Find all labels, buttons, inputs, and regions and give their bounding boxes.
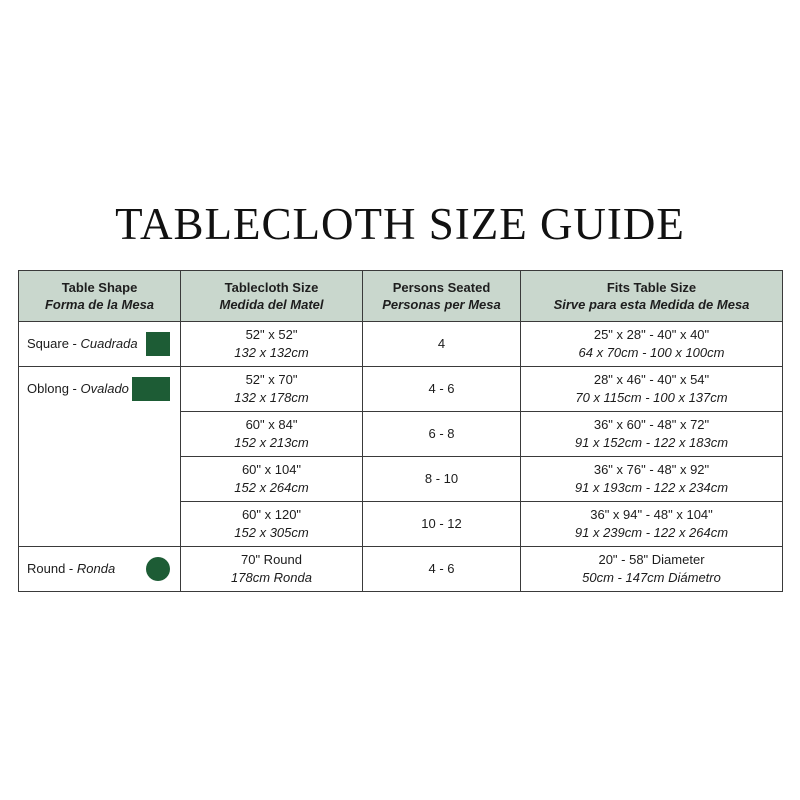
fits-table-size-cell: 36" x 76" - 48" x 92" 91 x 193cm - 122 x 234cm	[521, 457, 783, 502]
header-sublabel: Medida del Matel	[219, 297, 324, 312]
header-sublabel: Forma de la Mesa	[44, 297, 155, 312]
fits-table-size-cell: 28" x 46" - 40" x 54" 70 x 115cm - 100 x 137cm	[521, 367, 783, 412]
tablecloth-size-cell: 52" x 70" 132 x 178cm	[181, 367, 363, 412]
tablecloth-size-cell: 60" x 84" 152 x 213cm	[181, 412, 363, 457]
persons-seated-cell: 4	[363, 322, 521, 367]
header-sublabel: Sirve para esta Medida de Mesa	[553, 297, 750, 312]
header-label: Table Shape	[61, 280, 138, 295]
persons-seated-cell: 8 - 10	[363, 457, 521, 502]
tablecloth-size-cell: 60" x 120" 152 x 305cm	[181, 502, 363, 547]
persons-seated-cell: 6 - 8	[363, 412, 521, 457]
square-icon	[146, 332, 170, 356]
header-tablecloth-size	[181, 271, 363, 322]
persons-seated-cell: 4 - 6	[363, 547, 521, 592]
shape-cell-round	[19, 547, 181, 592]
header-fits-table-size	[521, 271, 783, 322]
header-sublabel: Personas per Mesa	[382, 297, 501, 312]
tablecloth-size-cell: 60" x 104" 152 x 264cm	[181, 457, 363, 502]
fits-table-size-cell: 20" - 58" Diameter 50cm - 147cm Diámetro	[521, 547, 783, 592]
header-label: Fits Table Size	[606, 280, 697, 295]
header-label: Tablecloth Size	[224, 280, 319, 295]
rectangle-icon	[132, 377, 170, 401]
header-label: Persons Seated	[392, 280, 491, 295]
table-row	[19, 547, 783, 592]
table-header-row	[19, 271, 783, 322]
fits-table-size-cell: 25" x 28" - 40" x 40" 64 x 70cm - 100 x 100cm	[521, 322, 783, 367]
header-table-shape	[19, 271, 181, 322]
shape-label: Round - Ronda	[27, 561, 116, 576]
header-persons-seated	[363, 271, 521, 322]
shape-label: Square - Cuadrada	[27, 336, 138, 351]
page-title: TABLECLOTH SIZE GUIDE	[115, 199, 685, 249]
circle-icon	[146, 557, 170, 581]
size-guide-table	[18, 270, 783, 592]
shape-cell-square	[19, 322, 181, 367]
fits-table-size-cell: 36" x 94" - 48" x 104" 91 x 239cm - 122 x 264cm	[521, 502, 783, 547]
shape-label: Oblong - Ovalado	[27, 381, 129, 396]
shape-cell-oblong	[19, 367, 181, 547]
persons-seated-cell: 4 - 6	[363, 367, 521, 412]
tablecloth-size-cell: 52" x 52" 132 x 132cm	[181, 322, 363, 367]
persons-seated-cell: 10 - 12	[363, 502, 521, 547]
table-row	[19, 367, 783, 412]
tablecloth-size-cell: 70" Round 178cm Ronda	[181, 547, 363, 592]
fits-table-size-cell: 36" x 60" - 48" x 72" 91 x 152cm - 122 x 183cm	[521, 412, 783, 457]
table-row	[19, 322, 783, 367]
